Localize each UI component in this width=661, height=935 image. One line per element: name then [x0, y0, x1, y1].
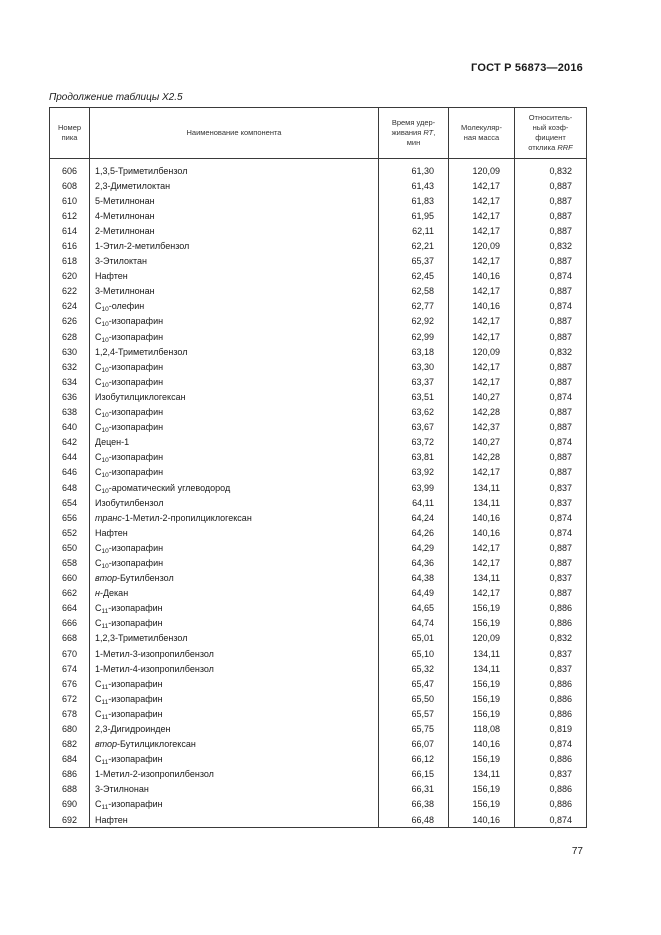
- molecular-mass-cell: 142,17: [449, 178, 515, 193]
- component-name-cell: н-Декан: [90, 586, 379, 601]
- retention-time-cell: 65,10: [379, 646, 449, 661]
- rrf-cell: 0,887: [515, 329, 587, 344]
- molecular-mass-cell: 140,27: [449, 389, 515, 404]
- retention-time-cell: 66,15: [379, 767, 449, 782]
- retention-time-cell: 61,95: [379, 208, 449, 223]
- peak-number-cell: 688: [50, 782, 90, 797]
- retention-time-cell: 65,37: [379, 254, 449, 269]
- retention-time-cell: 65,01: [379, 631, 449, 646]
- retention-time-cell: 63,99: [379, 480, 449, 495]
- table-row: [50, 495, 587, 510]
- rrf-cell: 0,874: [515, 812, 587, 828]
- component-name-cell: $С_{10}$-изопарафин: [90, 374, 379, 389]
- retention-time-cell: 63,67: [379, 420, 449, 435]
- rrf-cell: 0,887: [515, 420, 587, 435]
- molecular-mass-cell: 134,11: [449, 767, 515, 782]
- component-name-cell: втор-Бутилбензол: [90, 571, 379, 586]
- component-name-cell: $С_{10}$-изопарафин: [90, 329, 379, 344]
- table-row: [50, 420, 587, 435]
- retention-time-cell: 63,72: [379, 435, 449, 450]
- molecular-mass-cell: 120,09: [449, 238, 515, 253]
- component-name-cell: $С_{10}$-изопарафин: [90, 465, 379, 480]
- component-name-cell: $С_{10}$-изопарафин: [90, 450, 379, 465]
- component-name-cell: $С_{11}$-изопарафин: [90, 752, 379, 767]
- molecular-mass-cell: 142,17: [449, 555, 515, 570]
- retention-time-cell: 61,43: [379, 178, 449, 193]
- table-row: [50, 405, 587, 420]
- rrf-cell: 0,832: [515, 631, 587, 646]
- header-rrf: Относитель- ный коэф- фициент отклика RRF: [515, 108, 587, 159]
- rrf-cell: 0,874: [515, 510, 587, 525]
- molecular-mass-cell: 142,17: [449, 223, 515, 238]
- molecular-mass-cell: 142,37: [449, 420, 515, 435]
- component-name-cell: 2,3-Дигидроинден: [90, 721, 379, 736]
- peak-number-cell: 618: [50, 254, 90, 269]
- header-molecular-mass: Молекуляр- ная масса: [449, 108, 515, 159]
- table-row: [50, 480, 587, 495]
- peak-number-cell: 664: [50, 601, 90, 616]
- retention-time-cell: 64,74: [379, 616, 449, 631]
- component-name-cell: 4-Метилнонан: [90, 208, 379, 223]
- rrf-cell: 0,837: [515, 495, 587, 510]
- rrf-cell: 0,887: [515, 193, 587, 208]
- retention-time-cell: 63,37: [379, 374, 449, 389]
- table-row: [50, 525, 587, 540]
- page-number: 77: [571, 846, 583, 857]
- table-row: [50, 314, 587, 329]
- component-name-cell: 3-Метилнонан: [90, 284, 379, 299]
- table-row: [50, 555, 587, 570]
- component-name-cell: $С_{10}$-олефин: [90, 299, 379, 314]
- table-row: [50, 450, 587, 465]
- document-code: ГОСТ Р 56873—2016: [471, 62, 583, 74]
- retention-time-cell: 61,83: [379, 193, 449, 208]
- peak-number-cell: 670: [50, 646, 90, 661]
- peak-number-cell: 608: [50, 178, 90, 193]
- peak-number-cell: 674: [50, 661, 90, 676]
- peak-number-cell: 672: [50, 691, 90, 706]
- peak-number-cell: 614: [50, 223, 90, 238]
- molecular-mass-cell: 140,16: [449, 299, 515, 314]
- molecular-mass-cell: 142,17: [449, 254, 515, 269]
- peak-number-cell: 654: [50, 495, 90, 510]
- retention-time-cell: 65,47: [379, 676, 449, 691]
- component-name-cell: Изобутилбензол: [90, 495, 379, 510]
- component-name-cell: 1,2,4-Триметилбензол: [90, 344, 379, 359]
- molecular-mass-cell: 156,19: [449, 601, 515, 616]
- retention-time-cell: 64,38: [379, 571, 449, 586]
- molecular-mass-cell: 156,19: [449, 706, 515, 721]
- table-row: [50, 510, 587, 525]
- table-row: [50, 676, 587, 691]
- retention-time-cell: 63,92: [379, 465, 449, 480]
- rrf-cell: 0,887: [515, 314, 587, 329]
- component-name-cell: $С_{10}$-изопарафин: [90, 420, 379, 435]
- peak-number-cell: 668: [50, 631, 90, 646]
- rrf-cell: 0,832: [515, 159, 587, 179]
- rrf-cell: 0,887: [515, 450, 587, 465]
- rrf-cell: 0,819: [515, 721, 587, 736]
- peak-number-cell: 682: [50, 737, 90, 752]
- table-row: [50, 254, 587, 269]
- retention-time-cell: 64,11: [379, 495, 449, 510]
- component-name-cell: 3-Этилоктан: [90, 254, 379, 269]
- rrf-cell: 0,887: [515, 586, 587, 601]
- retention-time-cell: 62,99: [379, 329, 449, 344]
- table-row: [50, 178, 587, 193]
- component-name-cell: транс-1-Метил-2-пропилциклогексан: [90, 510, 379, 525]
- table-row: [50, 299, 587, 314]
- rrf-cell: 0,887: [515, 555, 587, 570]
- peak-number-cell: 648: [50, 480, 90, 495]
- rrf-cell: 0,886: [515, 706, 587, 721]
- molecular-mass-cell: 142,17: [449, 329, 515, 344]
- rrf-cell: 0,887: [515, 405, 587, 420]
- rrf-cell: 0,886: [515, 691, 587, 706]
- peak-number-cell: 632: [50, 359, 90, 374]
- molecular-mass-cell: 142,17: [449, 586, 515, 601]
- retention-time-cell: 62,77: [379, 299, 449, 314]
- peak-number-cell: 676: [50, 676, 90, 691]
- rrf-cell: 0,887: [515, 178, 587, 193]
- molecular-mass-cell: 140,27: [449, 435, 515, 450]
- table-row: [50, 540, 587, 555]
- molecular-mass-cell: 134,11: [449, 495, 515, 510]
- component-name-cell: $С_{10}$-изопарафин: [90, 555, 379, 570]
- peak-number-cell: 630: [50, 344, 90, 359]
- component-name-cell: Нафтен: [90, 525, 379, 540]
- rrf-cell: 0,887: [515, 284, 587, 299]
- component-name-cell: Нафтен: [90, 812, 379, 828]
- rrf-cell: 0,887: [515, 359, 587, 374]
- peak-number-cell: 612: [50, 208, 90, 223]
- retention-time-cell: 64,49: [379, 586, 449, 601]
- component-name-cell: Изобутилциклогексан: [90, 389, 379, 404]
- rrf-cell: 0,886: [515, 782, 587, 797]
- component-name-cell: $С_{10}$-изопарафин: [90, 540, 379, 555]
- peak-number-cell: 610: [50, 193, 90, 208]
- peak-number-cell: 620: [50, 269, 90, 284]
- component-name-cell: $С_{11}$-изопарафин: [90, 601, 379, 616]
- peak-number-cell: 606: [50, 159, 90, 179]
- molecular-mass-cell: 120,09: [449, 631, 515, 646]
- component-name-cell: $С_{11}$-изопарафин: [90, 706, 379, 721]
- peak-number-cell: 660: [50, 571, 90, 586]
- table-row: [50, 721, 587, 736]
- peak-number-cell: 638: [50, 405, 90, 420]
- peak-number-cell: 646: [50, 465, 90, 480]
- retention-time-cell: 66,31: [379, 782, 449, 797]
- rrf-cell: 0,886: [515, 752, 587, 767]
- table-row: [50, 646, 587, 661]
- molecular-mass-cell: 142,28: [449, 405, 515, 420]
- rrf-cell: 0,887: [515, 465, 587, 480]
- component-name-cell: $С_{11}$-изопарафин: [90, 616, 379, 631]
- table-row: [50, 782, 587, 797]
- peak-number-cell: 640: [50, 420, 90, 435]
- table-caption: Продолжение таблицы Х2.5: [49, 92, 183, 103]
- component-name-cell: $С_{10}$-ароматический углеводород: [90, 480, 379, 495]
- component-name-cell: 1-Метил-3-изопропилбензол: [90, 646, 379, 661]
- rrf-cell: 0,874: [515, 525, 587, 540]
- table-row: [50, 812, 587, 828]
- molecular-mass-cell: 140,16: [449, 737, 515, 752]
- peak-number-cell: 628: [50, 329, 90, 344]
- rrf-cell: 0,886: [515, 616, 587, 631]
- rrf-cell: 0,887: [515, 374, 587, 389]
- peak-number-cell: 686: [50, 767, 90, 782]
- retention-time-cell: 66,12: [379, 752, 449, 767]
- component-name-cell: $С_{10}$-изопарафин: [90, 314, 379, 329]
- rrf-cell: 0,887: [515, 540, 587, 555]
- peak-number-cell: 642: [50, 435, 90, 450]
- molecular-mass-cell: 142,17: [449, 374, 515, 389]
- molecular-mass-cell: 156,19: [449, 752, 515, 767]
- components-table: [49, 107, 587, 828]
- molecular-mass-cell: 142,17: [449, 208, 515, 223]
- table-row: [50, 601, 587, 616]
- component-name-cell: $С_{11}$-изопарафин: [90, 676, 379, 691]
- retention-time-cell: 62,21: [379, 238, 449, 253]
- component-name-cell: $С_{11}$-изопарафин: [90, 691, 379, 706]
- retention-time-cell: 61,30: [379, 159, 449, 179]
- component-name-cell: втор-Бутилциклогексан: [90, 737, 379, 752]
- peak-number-cell: 634: [50, 374, 90, 389]
- peak-number-cell: 692: [50, 812, 90, 828]
- molecular-mass-cell: 156,19: [449, 797, 515, 812]
- molecular-mass-cell: 118,08: [449, 721, 515, 736]
- component-name-cell: 5-Метилнонан: [90, 193, 379, 208]
- peak-number-cell: 656: [50, 510, 90, 525]
- retention-time-cell: 66,48: [379, 812, 449, 828]
- table-body: [50, 159, 587, 828]
- rrf-cell: 0,832: [515, 238, 587, 253]
- peak-number-cell: 626: [50, 314, 90, 329]
- molecular-mass-cell: 142,17: [449, 540, 515, 555]
- table-row: [50, 389, 587, 404]
- table-row: [50, 465, 587, 480]
- retention-time-cell: 63,62: [379, 405, 449, 420]
- table-header-row: [50, 108, 587, 159]
- retention-time-cell: 63,51: [379, 389, 449, 404]
- table-row: [50, 435, 587, 450]
- component-name-cell: $С_{10}$-изопарафин: [90, 405, 379, 420]
- table-row: [50, 193, 587, 208]
- table-row: [50, 752, 587, 767]
- table-row: [50, 631, 587, 646]
- table-row: [50, 586, 587, 601]
- rrf-cell: 0,832: [515, 344, 587, 359]
- peak-number-cell: 684: [50, 752, 90, 767]
- molecular-mass-cell: 156,19: [449, 616, 515, 631]
- retention-time-cell: 62,58: [379, 284, 449, 299]
- table-row: [50, 238, 587, 253]
- component-name-cell: 1,3,5-Триметилбензол: [90, 159, 379, 179]
- table-row: [50, 359, 587, 374]
- molecular-mass-cell: 134,11: [449, 480, 515, 495]
- component-name-cell: 2-Метилнонан: [90, 223, 379, 238]
- molecular-mass-cell: 142,17: [449, 465, 515, 480]
- retention-time-cell: 63,30: [379, 359, 449, 374]
- molecular-mass-cell: 140,16: [449, 269, 515, 284]
- retention-time-cell: 62,45: [379, 269, 449, 284]
- peak-number-cell: 616: [50, 238, 90, 253]
- peak-number-cell: 658: [50, 555, 90, 570]
- header-retention-time: Время удер- живания RT, мин: [379, 108, 449, 159]
- table-row: [50, 737, 587, 752]
- rrf-cell: 0,837: [515, 661, 587, 676]
- retention-time-cell: 64,26: [379, 525, 449, 540]
- rrf-cell: 0,874: [515, 299, 587, 314]
- table-row: [50, 797, 587, 812]
- component-name-cell: Нафтен: [90, 269, 379, 284]
- molecular-mass-cell: 140,16: [449, 812, 515, 828]
- molecular-mass-cell: 134,11: [449, 646, 515, 661]
- peak-number-cell: 650: [50, 540, 90, 555]
- rrf-cell: 0,874: [515, 269, 587, 284]
- molecular-mass-cell: 142,17: [449, 193, 515, 208]
- rrf-cell: 0,837: [515, 480, 587, 495]
- table-row: [50, 223, 587, 238]
- header-component-name: Наименование компонента: [90, 108, 379, 159]
- molecular-mass-cell: 142,28: [449, 450, 515, 465]
- molecular-mass-cell: 156,19: [449, 782, 515, 797]
- table-row: [50, 571, 587, 586]
- retention-time-cell: 63,18: [379, 344, 449, 359]
- table-row: [50, 691, 587, 706]
- table-row: [50, 374, 587, 389]
- rrf-cell: 0,887: [515, 254, 587, 269]
- rrf-cell: 0,887: [515, 208, 587, 223]
- rrf-cell: 0,886: [515, 676, 587, 691]
- table-row: [50, 269, 587, 284]
- table-row: [50, 661, 587, 676]
- peak-number-cell: 644: [50, 450, 90, 465]
- retention-time-cell: 62,92: [379, 314, 449, 329]
- retention-time-cell: 66,07: [379, 737, 449, 752]
- molecular-mass-cell: 134,11: [449, 661, 515, 676]
- retention-time-cell: 64,36: [379, 555, 449, 570]
- rrf-cell: 0,874: [515, 737, 587, 752]
- molecular-mass-cell: 142,17: [449, 359, 515, 374]
- retention-time-cell: 63,81: [379, 450, 449, 465]
- peak-number-cell: 690: [50, 797, 90, 812]
- rrf-cell: 0,886: [515, 797, 587, 812]
- retention-time-cell: 66,38: [379, 797, 449, 812]
- rrf-cell: 0,837: [515, 646, 587, 661]
- rrf-cell: 0,887: [515, 223, 587, 238]
- peak-number-cell: 680: [50, 721, 90, 736]
- table-row: [50, 706, 587, 721]
- peak-number-cell: 652: [50, 525, 90, 540]
- retention-time-cell: 65,50: [379, 691, 449, 706]
- component-name-cell: 1,2,3-Триметилбензол: [90, 631, 379, 646]
- molecular-mass-cell: 120,09: [449, 159, 515, 179]
- peak-number-cell: 636: [50, 389, 90, 404]
- component-name-cell: 1-Метил-4-изопропилбензол: [90, 661, 379, 676]
- molecular-mass-cell: 120,09: [449, 344, 515, 359]
- molecular-mass-cell: 140,16: [449, 510, 515, 525]
- peak-number-cell: 624: [50, 299, 90, 314]
- table-row: [50, 616, 587, 631]
- component-name-cell: 1-Этил-2-метилбензол: [90, 238, 379, 253]
- rrf-cell: 0,837: [515, 767, 587, 782]
- retention-time-cell: 65,57: [379, 706, 449, 721]
- retention-time-cell: 65,75: [379, 721, 449, 736]
- header-peak-number: Номер пика: [50, 108, 90, 159]
- rrf-cell: 0,874: [515, 435, 587, 450]
- rrf-cell: 0,837: [515, 571, 587, 586]
- molecular-mass-cell: 140,16: [449, 525, 515, 540]
- component-name-cell: 1-Метил-2-изопропилбензол: [90, 767, 379, 782]
- table-row: [50, 284, 587, 299]
- table-row: [50, 767, 587, 782]
- retention-time-cell: 65,32: [379, 661, 449, 676]
- molecular-mass-cell: 156,19: [449, 676, 515, 691]
- molecular-mass-cell: 134,11: [449, 571, 515, 586]
- component-name-cell: 3-Этилнонан: [90, 782, 379, 797]
- molecular-mass-cell: 142,17: [449, 284, 515, 299]
- retention-time-cell: 64,65: [379, 601, 449, 616]
- retention-time-cell: 64,29: [379, 540, 449, 555]
- peak-number-cell: 622: [50, 284, 90, 299]
- retention-time-cell: 64,24: [379, 510, 449, 525]
- component-name-cell: $С_{11}$-изопарафин: [90, 797, 379, 812]
- peak-number-cell: 666: [50, 616, 90, 631]
- table-row: [50, 329, 587, 344]
- table-row: [50, 159, 587, 179]
- peak-number-cell: 662: [50, 586, 90, 601]
- component-name-cell: 2,3-Диметилоктан: [90, 178, 379, 193]
- component-name-cell: $С_{10}$-изопарафин: [90, 359, 379, 374]
- molecular-mass-cell: 156,19: [449, 691, 515, 706]
- molecular-mass-cell: 142,17: [449, 314, 515, 329]
- table-row: [50, 208, 587, 223]
- component-name-cell: Децен-1: [90, 435, 379, 450]
- retention-time-cell: 62,11: [379, 223, 449, 238]
- rrf-cell: 0,886: [515, 601, 587, 616]
- peak-number-cell: 678: [50, 706, 90, 721]
- table-row: [50, 344, 587, 359]
- rrf-cell: 0,874: [515, 389, 587, 404]
